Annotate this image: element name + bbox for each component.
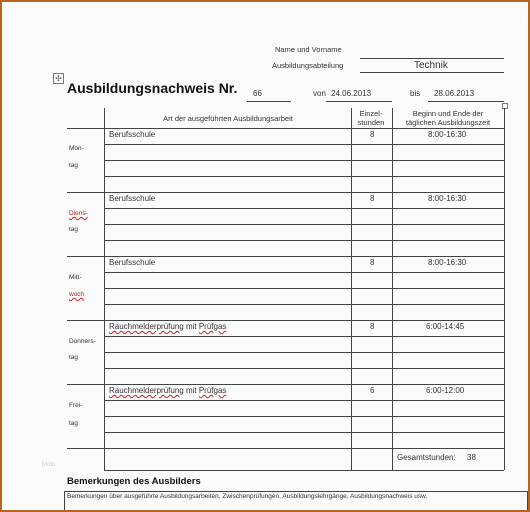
table-row-line xyxy=(104,224,504,225)
table-row-line xyxy=(104,368,504,369)
from-date-field xyxy=(326,101,392,102)
table-row-line xyxy=(104,336,504,337)
department-field xyxy=(360,72,504,73)
name-field[interactable] xyxy=(360,58,504,59)
table-row-line xyxy=(104,240,504,241)
activity-wednesday[interactable]: Berufsschule xyxy=(109,258,156,267)
column-header-time: Beginn und Ende der täglichen Ausbildungszeit xyxy=(405,109,491,127)
from-date[interactable]: 24.06.2013 xyxy=(331,89,372,98)
activity-friday-c: Prüfgas xyxy=(198,386,227,395)
table-day-separator xyxy=(67,256,504,257)
activity-tuesday[interactable]: Berufsschule xyxy=(109,194,156,203)
time-friday[interactable]: 6:00-12:00 xyxy=(426,386,465,395)
time-thursday[interactable]: 6:00-14:45 xyxy=(426,322,465,331)
report-number[interactable]: 66 xyxy=(253,89,262,98)
table-right-border xyxy=(504,108,505,470)
table-column-divider-activity xyxy=(351,108,352,470)
remarks-title: Bemerkungen des Ausbilders xyxy=(67,476,201,487)
time-wednesday[interactable]: 8:00-16:30 xyxy=(428,258,467,267)
to-date[interactable]: 28.06.2013 xyxy=(434,89,475,98)
activity-thursday-a: Rauchmelderprüfung xyxy=(109,322,184,331)
table-day-separator xyxy=(67,320,504,321)
table-column-divider-day xyxy=(104,108,105,470)
department-label: Ausbildungsabteilung xyxy=(272,61,344,70)
to-label: bis xyxy=(410,89,421,98)
total-hours-value[interactable]: 38 xyxy=(467,453,476,462)
day-label-thursday-bottom: tag xyxy=(69,354,79,361)
remarks-box[interactable] xyxy=(64,491,528,512)
department-value[interactable]: Technik xyxy=(414,60,448,71)
name-label: Name und Vorname xyxy=(275,45,342,54)
activity-monday[interactable]: Berufsschule xyxy=(109,130,156,139)
activity-friday[interactable] xyxy=(109,386,226,395)
activity-friday-a: Rauchmelderprüfung xyxy=(109,386,184,395)
day-label-thursday-top: Donners- xyxy=(69,338,96,345)
day-label-wednesday-top: Mitt- xyxy=(69,274,82,281)
hours-wednesday[interactable]: 8 xyxy=(370,258,375,267)
from-label: von xyxy=(313,89,326,98)
activity-thursday-c: Prüfgas xyxy=(198,322,227,331)
table-row-line xyxy=(104,416,504,417)
activity-thursday-b: mit xyxy=(183,322,199,331)
table-row-line xyxy=(104,176,504,177)
day-label-wednesday-bottom: woch xyxy=(69,291,85,298)
table-day-separator xyxy=(67,448,504,449)
day-label-monday-bottom: tag xyxy=(69,162,79,169)
column-header-activity: Art der ausgeführten Ausbildungsarbeit xyxy=(163,114,293,123)
day-label-monday-top: Mon- xyxy=(69,145,84,152)
total-hours-label: Gesamtstunden: xyxy=(397,453,456,462)
table-row-line xyxy=(104,304,504,305)
table-column-divider-hours xyxy=(392,108,393,470)
table-row-line xyxy=(104,352,504,353)
day-label-friday-bottom: tag xyxy=(69,420,79,427)
table-move-handle-icon[interactable]: ✣ xyxy=(53,73,64,84)
table-total-border xyxy=(104,470,504,471)
remarks-text: Bemerkungen über ausgeführte Ausbildungsarbeiten, Zwischenprüfungen, Ausbildungslehrgänge, Ausbildungsnachweis usw. xyxy=(67,493,428,500)
hours-tuesday[interactable]: 8 xyxy=(370,194,375,203)
day-label-tuesday-bottom: tag xyxy=(69,226,79,233)
document-title: Ausbildungsnachweis Nr. xyxy=(67,80,238,96)
hours-thursday[interactable]: 8 xyxy=(370,322,375,331)
training-record-table xyxy=(67,108,504,470)
table-row-line xyxy=(104,400,504,401)
table-header-border xyxy=(67,128,504,129)
table-row-line xyxy=(104,208,504,209)
time-monday[interactable]: 8:00-16:30 xyxy=(428,130,467,139)
table-row-line xyxy=(104,432,504,433)
table-row-line xyxy=(104,272,504,273)
report-number-field xyxy=(247,101,291,102)
column-header-hours: Einzel- stunden xyxy=(357,109,385,127)
table-day-separator xyxy=(67,192,504,193)
day-label-tuesday-top: Diens- xyxy=(69,210,88,217)
to-date-field xyxy=(428,101,504,102)
table-row-line xyxy=(104,144,504,145)
day-label-friday-top: Frei- xyxy=(69,402,83,409)
table-row-line xyxy=(104,288,504,289)
table-day-separator xyxy=(67,384,504,385)
activity-friday-b: mit xyxy=(183,386,199,395)
faint-watermark: Moto xyxy=(42,462,56,468)
activity-thursday[interactable] xyxy=(109,322,226,331)
hours-monday[interactable]: 8 xyxy=(370,130,375,139)
time-tuesday[interactable]: 8:00-16:30 xyxy=(428,194,467,203)
hours-friday[interactable]: 6 xyxy=(370,386,375,395)
table-row-line xyxy=(104,160,504,161)
